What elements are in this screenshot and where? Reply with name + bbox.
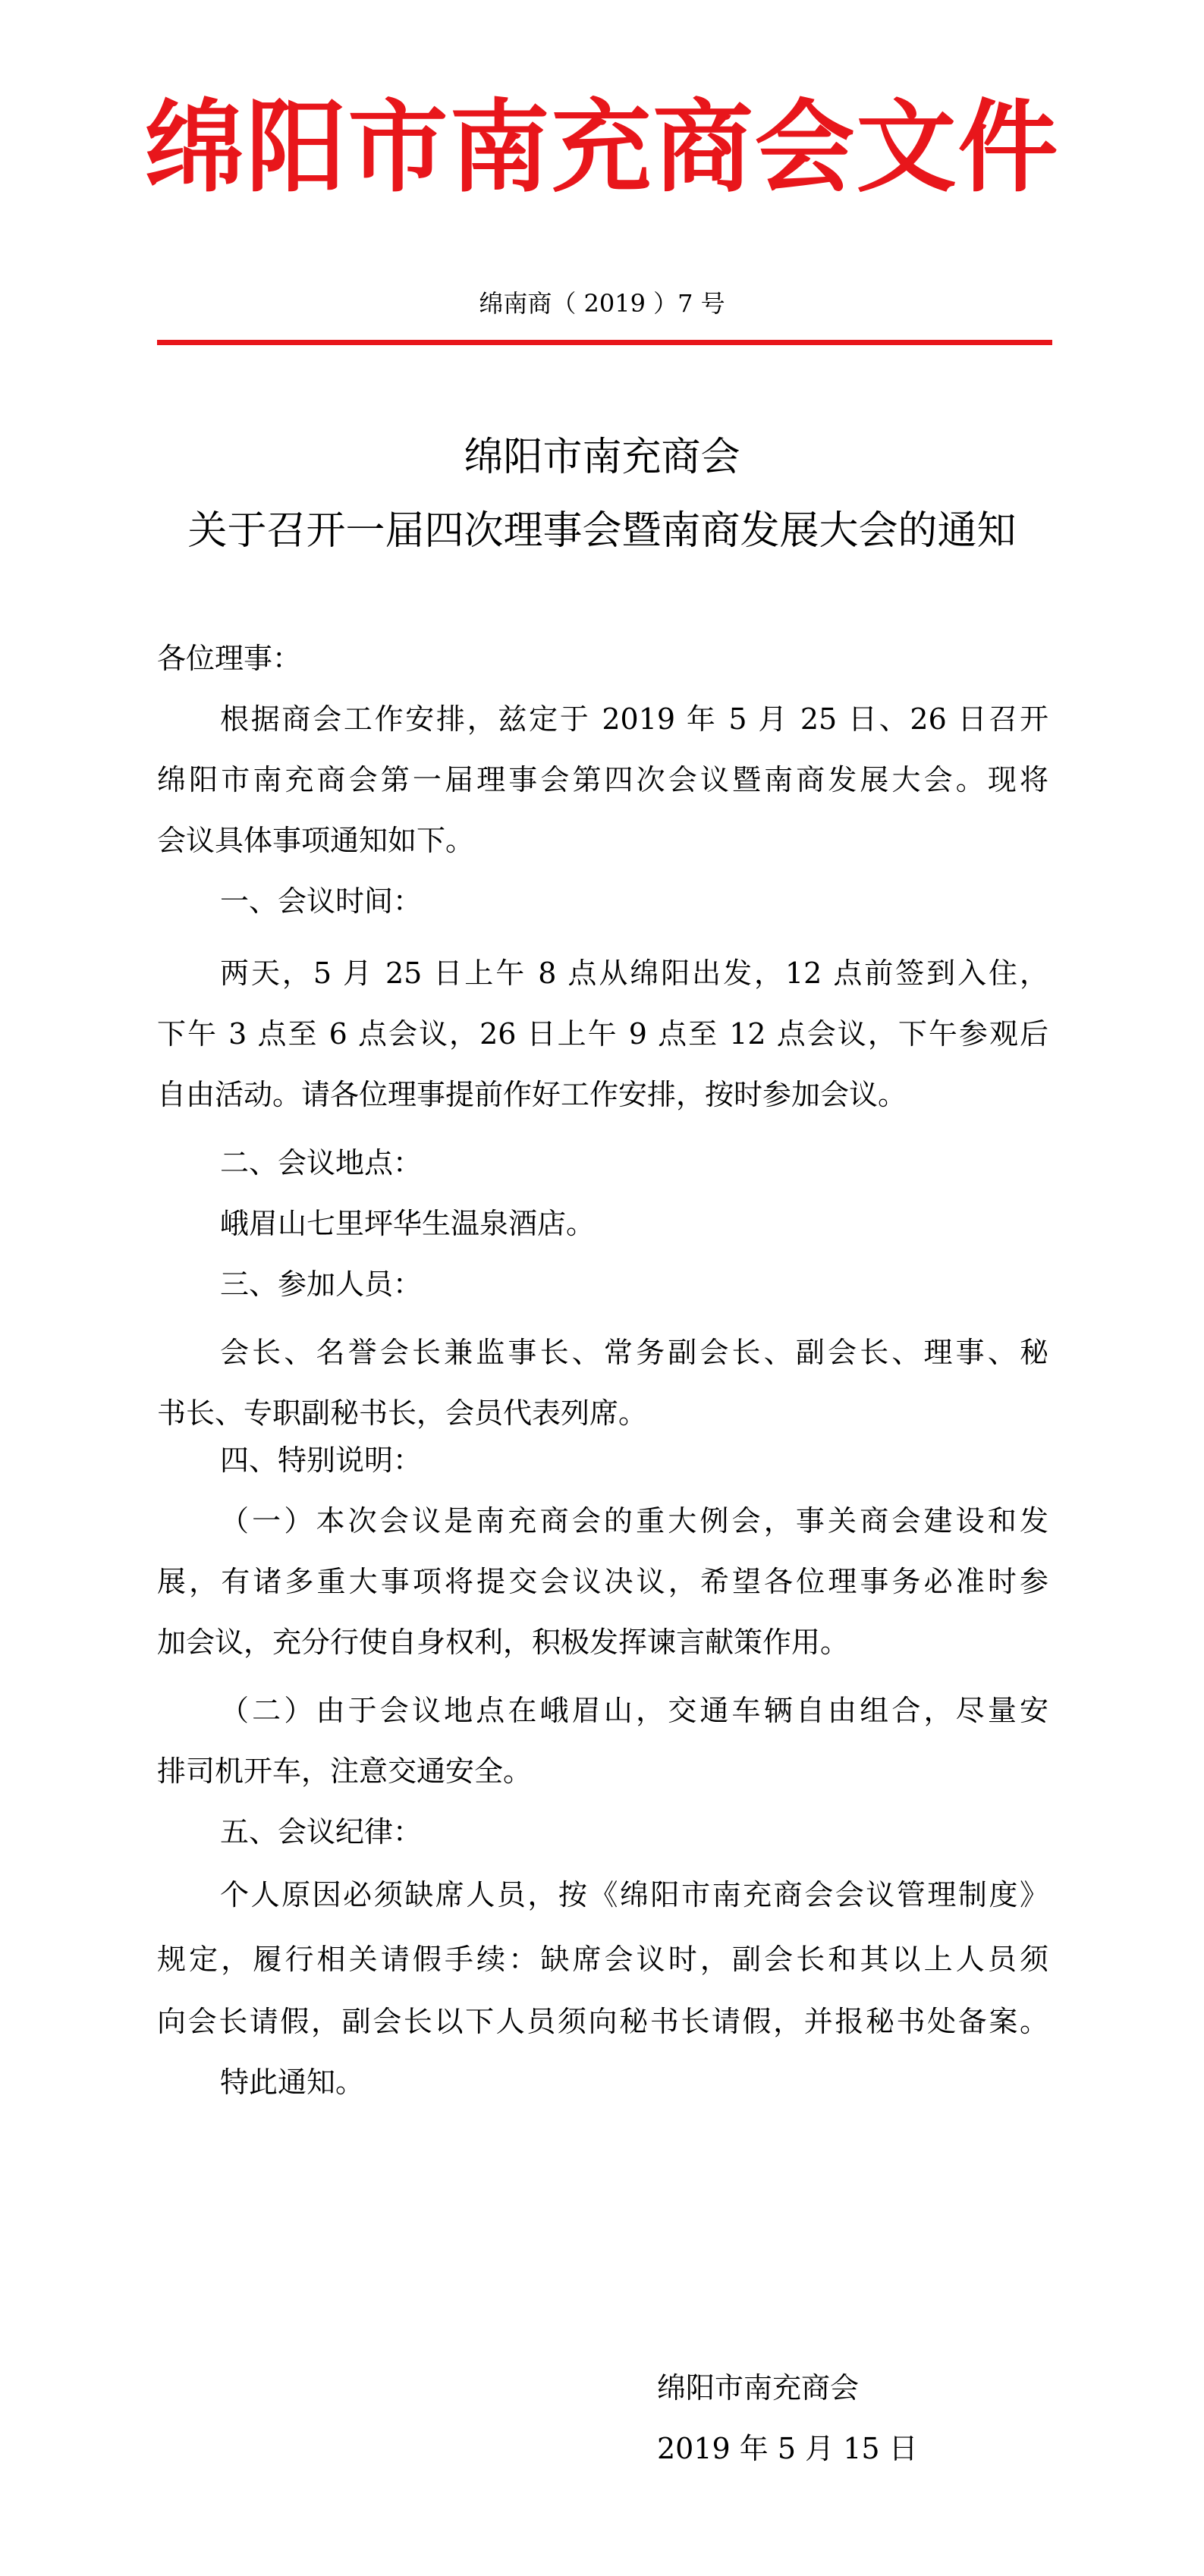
intro-paragraph-line-3: 会议具体事项通知如下。 bbox=[157, 824, 475, 857]
header-red-rule bbox=[157, 340, 1052, 345]
note-2-line-2: 排司机开车，注意交通安全。 bbox=[157, 1755, 533, 1788]
intro-paragraph-line-1: 根据商会工作安排，兹定于 2019 年 5 月 25 日、26 日召开 bbox=[220, 702, 1048, 736]
location-paragraph: 峨眉山七里坪华生温泉酒店。 bbox=[220, 1207, 596, 1240]
signature-organization: 绵阳市南充商会 bbox=[657, 2371, 860, 2405]
note-2-line-1: （二）由于会议地点在峨眉山，交通车辆自由组合，尽量安 bbox=[220, 1694, 1048, 1727]
section-heading-discipline: 五、会议纪律： bbox=[220, 1815, 423, 1849]
section-heading-attendees: 三、参加人员： bbox=[220, 1268, 423, 1301]
attendees-paragraph-line-1: 会长、名誉会长兼监事长、常务副会长、副会长、理事、秘 bbox=[220, 1336, 1048, 1369]
signature-date: 2019 年 5 月 15 日 bbox=[657, 2432, 918, 2465]
document-number: 绵南商（ 2019 ）7 号 bbox=[479, 289, 725, 318]
discipline-paragraph-line-3: 向会长请假，副会长以下人员须向秘书长请假，并报秘书处备案。 bbox=[157, 2005, 1048, 2038]
document-header-title: 绵阳市南充商会文件 bbox=[144, 89, 1060, 206]
note-1-line-2: 展，有诸多重大事项将提交会议决议，希望各位理事务必准时参 bbox=[157, 1565, 1048, 1598]
time-paragraph-line-3: 自由活动。请各位理事提前作好工作安排，按时参加会议。 bbox=[157, 1078, 907, 1111]
section-heading-special-notes: 四、特别说明： bbox=[220, 1444, 423, 1477]
note-1-line-1: （一）本次会议是南充商会的重大例会，事关商会建设和发 bbox=[220, 1504, 1048, 1538]
note-1-line-3: 加会议，充分行使自身权利，积极发挥谏言献策作用。 bbox=[157, 1626, 850, 1659]
time-paragraph-line-1: 两天，5 月 25 日上午 8 点从绵阳出发，12 点前签到入住， bbox=[220, 957, 1048, 990]
discipline-paragraph-line-1: 个人原因必须缺席人员，按《绵阳市南充商会会议管理制度》 bbox=[220, 1878, 1048, 1912]
salutation: 各位理事： bbox=[157, 642, 302, 675]
notice-title-line-2: 关于召开一届四次理事会暨南商发展大会的通知 bbox=[187, 508, 1017, 554]
closing-remark: 特此通知。 bbox=[220, 2066, 365, 2099]
intro-paragraph-line-2: 绵阳市南充商会第一届理事会第四次会议暨南商发展大会。现将 bbox=[157, 763, 1048, 796]
section-heading-time: 一、会议时间： bbox=[220, 884, 423, 918]
discipline-paragraph-line-2: 规定，履行相关请假手续：缺席会议时，副会长和其以上人员须 bbox=[157, 1943, 1048, 1976]
attendees-paragraph-line-2: 书长、专职副秘书长，会员代表列席。 bbox=[157, 1396, 648, 1430]
time-paragraph-line-2: 下午 3 点至 6 点会议，26 日上午 9 点至 12 点会议，下午参观后 bbox=[157, 1017, 1048, 1051]
section-heading-location: 二、会议地点： bbox=[220, 1146, 423, 1180]
notice-title-line-1: 绵阳市南充商会 bbox=[464, 435, 740, 480]
